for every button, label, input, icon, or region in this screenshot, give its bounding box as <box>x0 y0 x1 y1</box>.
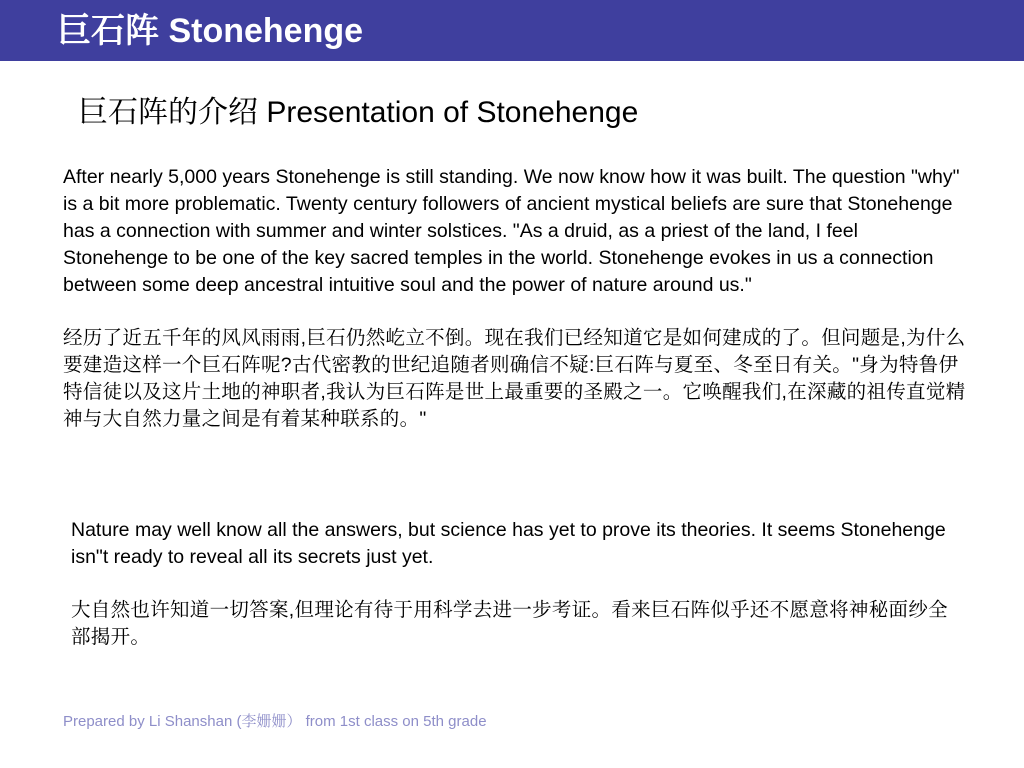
paragraph-english-2: Nature may well know all the answers, but science has yet to prove its theories. It seems Stonehenge isn"t ready to reveal all its secrets just yet. <box>71 519 946 568</box>
paragraph-english-1: After nearly 5,000 years Stonehenge is still standing. We now know how it was built. The question "why" is a bit more problematic. Twenty century followers of ancient mystical beliefs are sure that Stonehenge has a connection with summer and winter solstices. "As a druid, as a priest of the land, I feel Stonehenge to be one of the key sacred temples in the world. Stonehenge evokes in us a connection between some deep ancestral intuitive soul and the power of nature around us." <box>63 166 960 296</box>
header-bar <box>0 0 1024 61</box>
conclusion-text-block <box>71 517 951 651</box>
intro-text-block <box>63 164 968 433</box>
paragraph-chinese-1: 经历了近五千年的风风雨雨,巨石仍然屹立不倒。现在我们已经知道它是如何建成的了。但问题是,为什么要建造这样一个巨石阵呢?古代密教的世纪追随者则确信不疑:巨石阵与夏至、冬至日有关。"身为特鲁伊特信徒以及这片土地的神职者,我认为巨石阵是世上最重要的圣殿之一。它唤醒我们,在深藏的祖传直觉精神与大自然力量之间是有着某种联系的。" <box>63 327 966 430</box>
paragraph-chinese-2: 大自然也许知道一切答案,但理论有待于用科学去进一步考证。看来巨石阵似乎还不愿意将神秘面纱全部揭开。 <box>71 599 948 648</box>
footer-credit: Prepared by Li Shanshan (李姗姗） from 1st class on 5th grade <box>63 713 487 730</box>
slide-subtitle: 巨石阵的介绍 Presentation of Stonehenge <box>78 96 639 129</box>
slide-title: 巨石阵 Stonehenge <box>57 12 364 50</box>
